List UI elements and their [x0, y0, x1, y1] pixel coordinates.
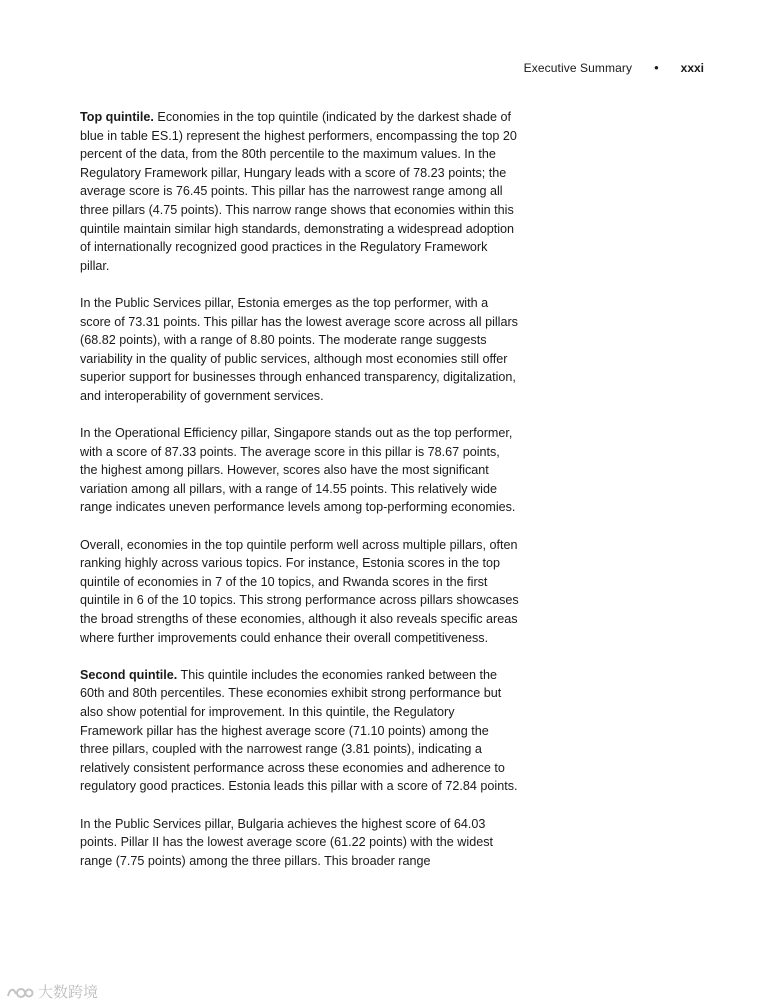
running-header [524, 60, 704, 75]
paragraph-text: In the Public Services pillar, Estonia emerges as the top performer, with a score of 73.31 points. This pillar has the lowest average score across all pillars (68.82 points), with a range of 8.80 points. The moderate range suggests variability in the quality of public services, although most economies still offer superior support for businesses through enhanced transparency, digitalization, and interoperability of government services. [80, 295, 518, 403]
paragraph-text: This quintile includes the economies ranked between the 60th and 80th percentiles. These economies exhibit strong performance but also show potential for improvement. In this quintile, the Regulatory Framework pillar has the highest average score (71.10 points) among the three pillars, coupled with the narrowest range (3.81 points), indicating a relatively consistent performance across these economies and adherence to regulatory good practices. Estonia leads this pillar with a score of 72.84 points. [80, 667, 518, 794]
paragraph-top-quintile [80, 108, 520, 275]
paragraph-overall [80, 536, 520, 648]
paragraph-text: In the Operational Efficiency pillar, Singapore stands out as the top performer, with a score of 87.33 points. The average score in this pillar is 78.67 points, the highest among pillars. However, scores also have the most significant variation among all pillars, with a range of 14.55 points. This relatively wide range indicates uneven performance levels among top-performing economies. [80, 426, 516, 515]
paragraph-text: In the Public Services pillar, Bulgaria achieves the highest score of 64.03 points. Pillar II has the lowest average score (61.22 points) with the widest range (7.75 points) among the three pillars. This broader range [80, 816, 494, 868]
paragraph-public-services-second [80, 815, 520, 871]
watermark-logo-icon [6, 984, 34, 1000]
paragraph-public-services [80, 294, 520, 406]
paragraph-second-quintile [80, 666, 520, 796]
paragraph-operational-efficiency [80, 424, 520, 517]
paragraph-text: Overall, economies in the top quintile perform well across multiple pillars, often ranking highly across various topics. For instance, Estonia scores in the top quintile of economies in 7 of the 10 topics, and Rwanda scores in the first quintile in 6 of the 10 topics. This strong performance across pillars showcases the broad strengths of these economies, although it also reveals specific areas where further improvements could enhance their overall competitiveness. [80, 537, 519, 645]
paragraph-text: Economies in the top quintile (indicated by the darkest shade of blue in table ES.1) represent the highest performers, encompassing the top 20 percent of the data, from the 80th percentile to the maximum values. In the Regulatory Framework pillar, Hungary leads with a score of 78.23 points; the average score is 76.45 points. This pillar has the narrowest range among all three pillars (4.75 points). This narrow range shows that economies within this quintile maintain similar high standards, demonstrating a widespread adoption of internationally recognized good practices in the Regulatory Framework pillar. [80, 110, 517, 273]
paragraph-lead: Second quintile. [80, 667, 178, 682]
watermark [6, 981, 98, 1002]
paragraph-lead: Top quintile. [80, 110, 154, 124]
section-title: Executive Summary [523, 60, 633, 75]
page-number: xxxi [680, 60, 704, 75]
body-text [80, 108, 520, 889]
watermark-text: 大数跨境 [38, 984, 99, 1001]
header-bullet: • [654, 60, 659, 75]
